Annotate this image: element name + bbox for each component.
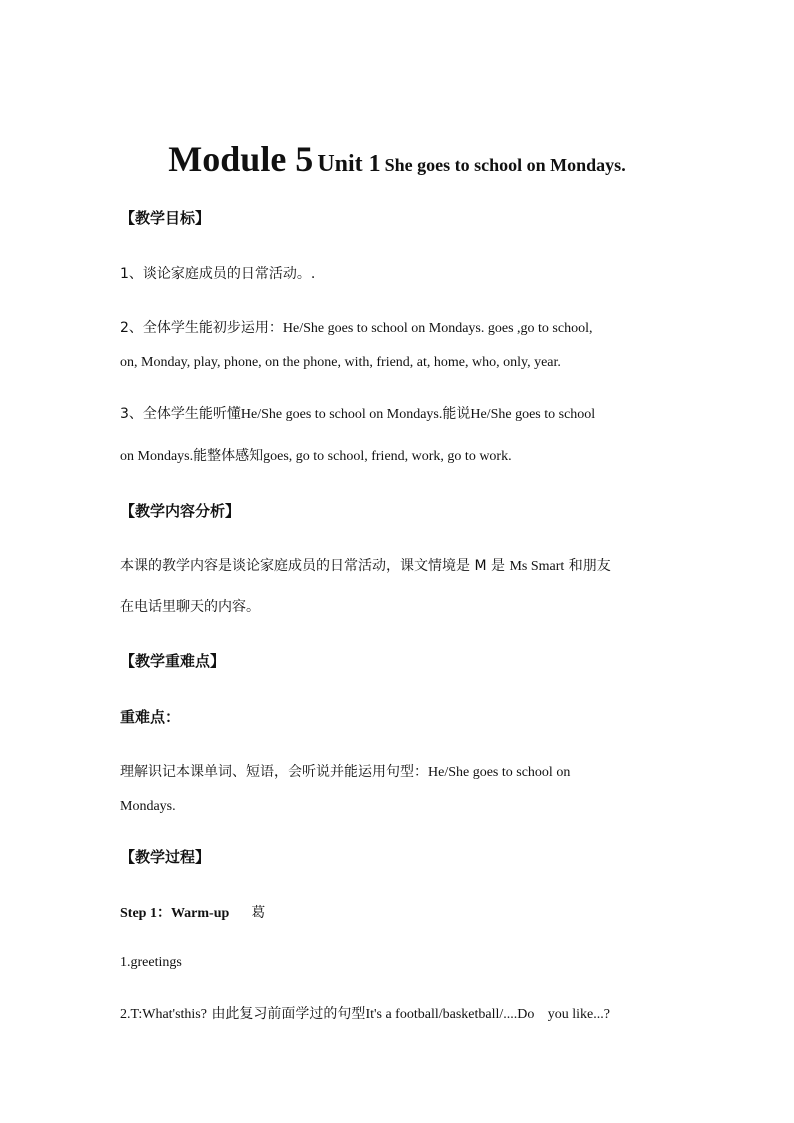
item-2 — [120, 1004, 610, 1025]
title-lesson: She goes to school on Mondays. — [384, 155, 626, 175]
analysis-en: Ms Smart — [509, 559, 565, 574]
key-points-heading: 【教学重难点】 — [120, 652, 226, 670]
process-heading: 【教学过程】 — [120, 848, 211, 866]
analysis-zh-1: 本课的教学内容是谈论家庭成员的日常活动，课文情境是 M 是 — [120, 558, 510, 574]
objective-3-zh-1: 3、全体学生能听懂 — [120, 406, 241, 422]
objective-3-en-1: He/She goes to school on Mondays. — [240, 407, 443, 422]
analysis-heading: 【教学内容分析】 — [120, 502, 241, 520]
objective-3-zh-2: 能说 — [442, 406, 471, 422]
analysis-zh-2: 和朋友 — [564, 558, 611, 574]
objective-3-line-2 — [120, 446, 512, 467]
key-points-text — [120, 762, 570, 783]
objective-3-en-2: He/She goes to school — [470, 407, 596, 422]
objective-2-line-2: on, Monday, play, phone, on the phone, with, friend, at, home, who, only, year. — [120, 355, 561, 370]
objective-2-en: He/She goes to school on Mondays. goes ,go to school, — [282, 321, 593, 336]
title-unit: Unit 1 — [317, 151, 381, 177]
objective-1: 1、谈论家庭成员的日常活动。. — [120, 266, 316, 282]
objective-3 — [120, 404, 595, 425]
step-1 — [120, 903, 265, 924]
objective-3-line-2-en-2: goes, go to school, friend, work, go to work. — [263, 449, 512, 464]
key-points-zh: 理解识记本课单词、短语，会听说并能运用句型： — [120, 764, 428, 780]
page-title — [0, 138, 794, 181]
item-2-zh: 由此复习前面学过的句型 — [211, 1006, 366, 1022]
step-1-label: Step 1：Warm-up — [120, 906, 230, 921]
step-1-extra: 葛 — [251, 905, 266, 921]
key-points-en: He/She goes to school on — [428, 765, 571, 780]
analysis-line-2: 在电话里聊天的内容。 — [120, 599, 260, 615]
key-points-line-2: Mondays. — [120, 799, 176, 814]
item-2-en-2: It's a football/basketball/....Do — [365, 1007, 535, 1022]
analysis-text — [120, 556, 611, 577]
greetings-item: 1.greetings — [120, 955, 182, 970]
objective-2-zh: 2、全体学生能初步运用： — [120, 320, 283, 336]
objective-3-line-2-zh: 能整体感知 — [193, 448, 264, 464]
item-2-en-3: you like...? — [547, 1007, 610, 1022]
key-points-label: 重难点： — [120, 708, 181, 726]
title-module: Module 5 — [168, 139, 314, 179]
objectives-heading: 【教学目标】 — [120, 209, 211, 227]
item-2-en-1: 2.T:What'sthis? — [120, 1007, 207, 1022]
objective-2 — [120, 318, 592, 339]
objective-3-line-2-en-1: on Mondays. — [120, 449, 194, 464]
